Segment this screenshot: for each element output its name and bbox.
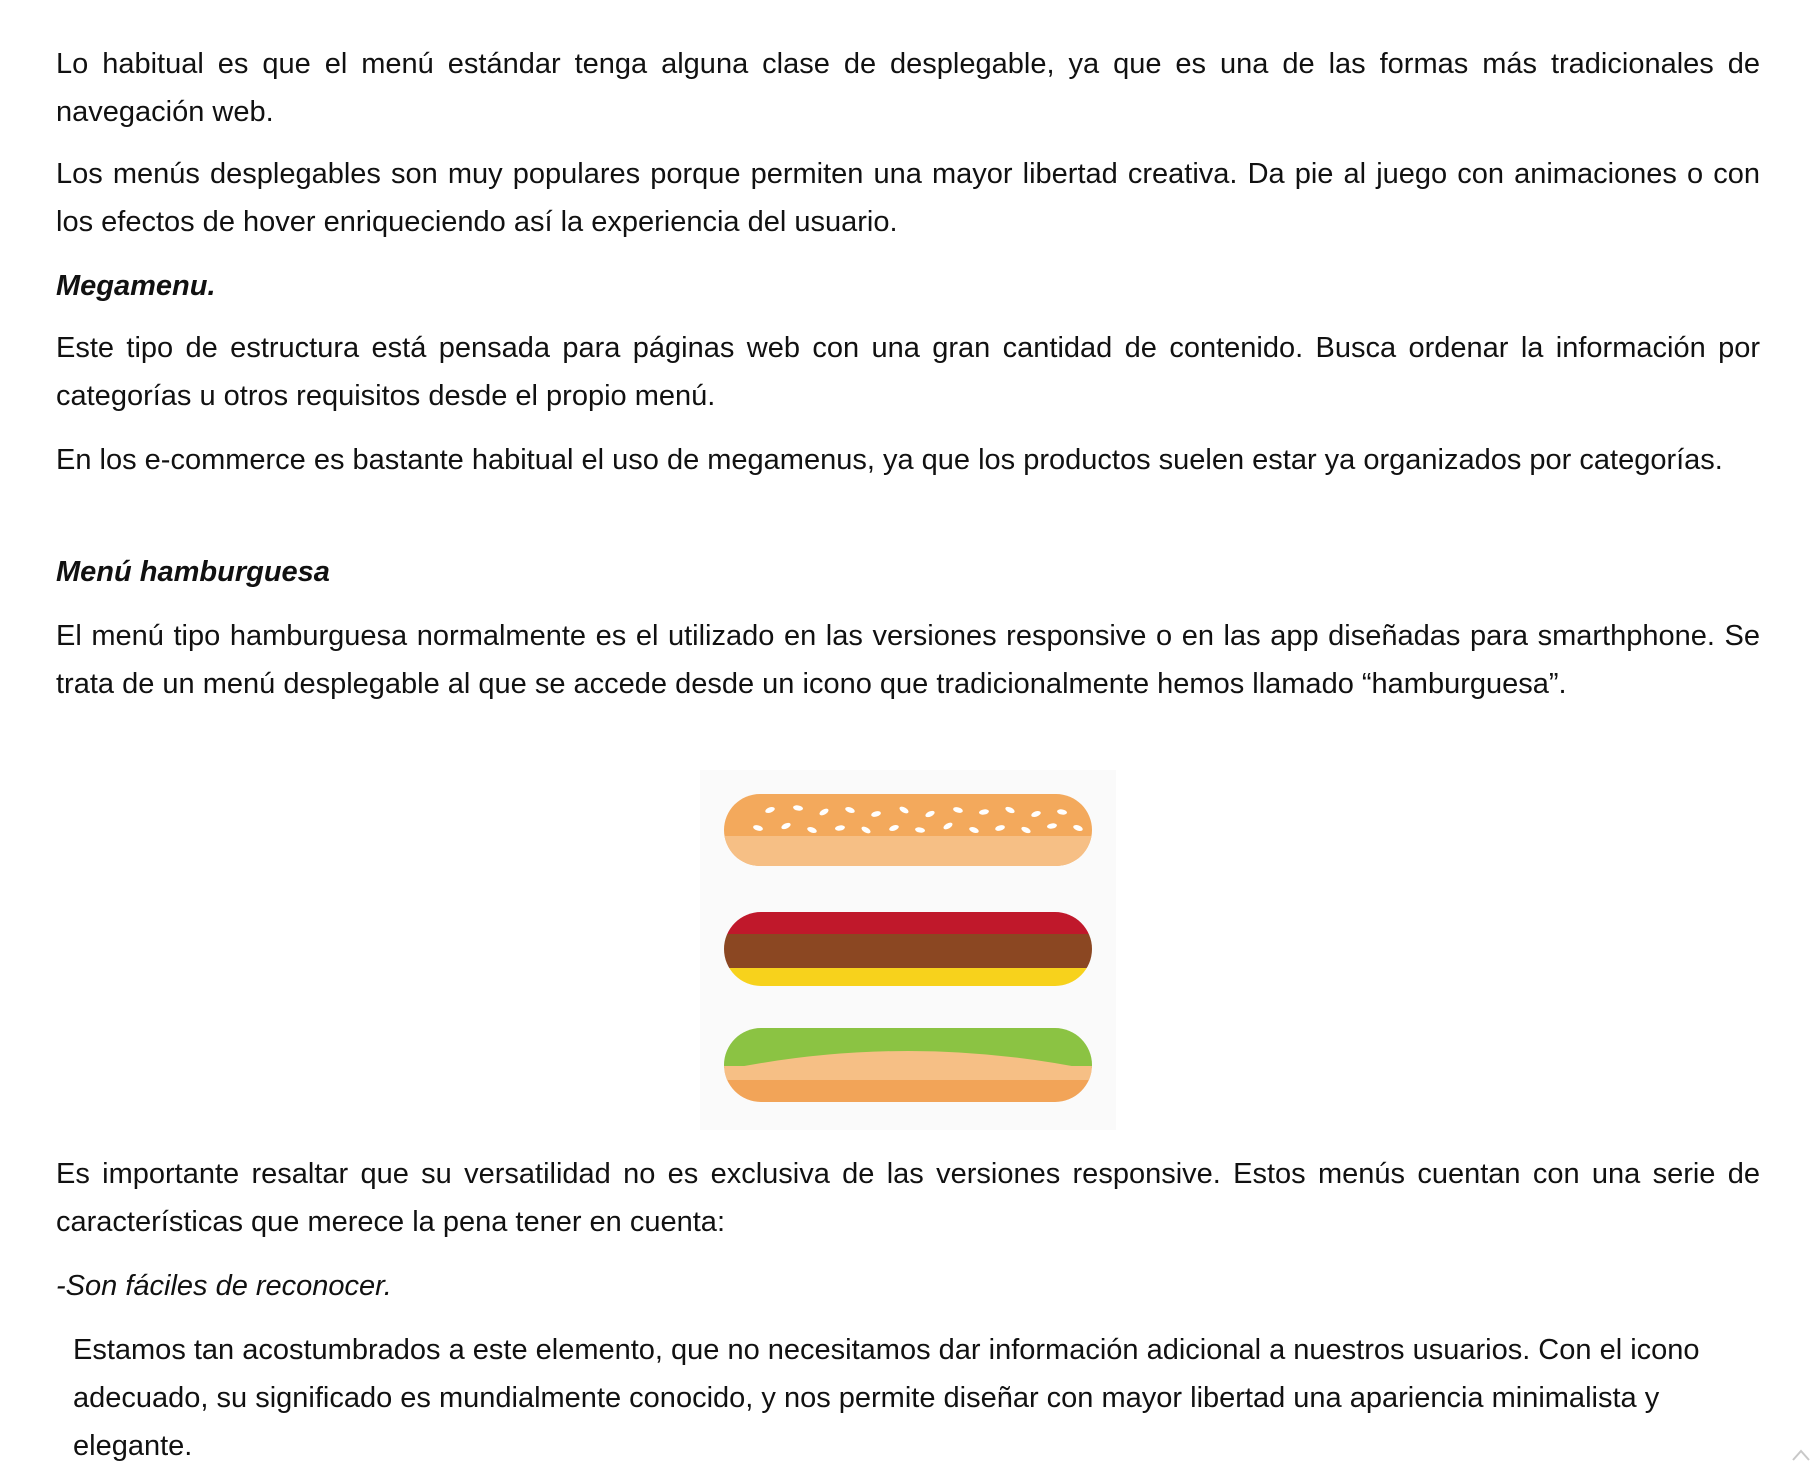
- paragraph-hamburguesa-description: El menú tipo hamburguesa normalmente es el utilizado en las versiones responsive o en las app diseñadas para smarthphone. Se trata de un menú desplegable al que se accede desde un icono que tradicionalmente hemos llamado “hamburguesa”.: [56, 620, 1760, 700]
- middle-layer: [724, 912, 1092, 986]
- paragraph-accustomed: Estamos tan acostumbrados a este elemento, que no necesitamos dar información adicional a nuestros usuarios. Con el icono adecuado, su significado es mundialmente conocido, y nos permite diseñar con mayor libertad una apariencia minimalista y elegante.: [73, 1334, 1700, 1462]
- bottom-layer: [724, 1028, 1092, 1102]
- bullet-easy-to-recognize: -Son fáciles de reconocer.: [56, 1270, 392, 1302]
- paragraph-ecommerce: En los e-commerce es bastante habitual el uso de megamenus, ya que los productos suelen estar ya organizados por categorías.: [56, 444, 1723, 476]
- hamburger-illustration: [700, 770, 1116, 1130]
- paragraph-intro: Lo habitual es que el menú estándar tenga alguna clase de desplegable, ya que es una de las formas más tradicionales de navegación web.: [56, 48, 1760, 128]
- paragraph-megamenu-structure: Este tipo de estructura está pensada para páginas web con una gran cantidad de contenido. Busca ordenar la información por categorías u otros requisitos desde el propio menú.: [56, 332, 1760, 412]
- heading-megamenu: Megamenu.: [56, 270, 216, 302]
- heading-menu-hamburguesa: Menú hamburguesa: [56, 556, 330, 588]
- paragraph-dropdown-menus: Los menús desplegables son muy populares porque permiten una mayor libertad creativa. Da pie al juego con animaciones o con los efectos de hover enriqueciendo así la experiencia del usuario.: [56, 158, 1760, 238]
- hamburger-menu-burger-icon: [700, 770, 1116, 1130]
- top-bun: [724, 794, 1092, 866]
- paragraph-versatility: Es importante resaltar que su versatilidad no es exclusiva de las versiones responsive. Estos menús cuentan con una serie de características que merece la pena tener en cuenta:: [56, 1158, 1760, 1238]
- page-corner-arrow-icon: [1792, 1449, 1810, 1461]
